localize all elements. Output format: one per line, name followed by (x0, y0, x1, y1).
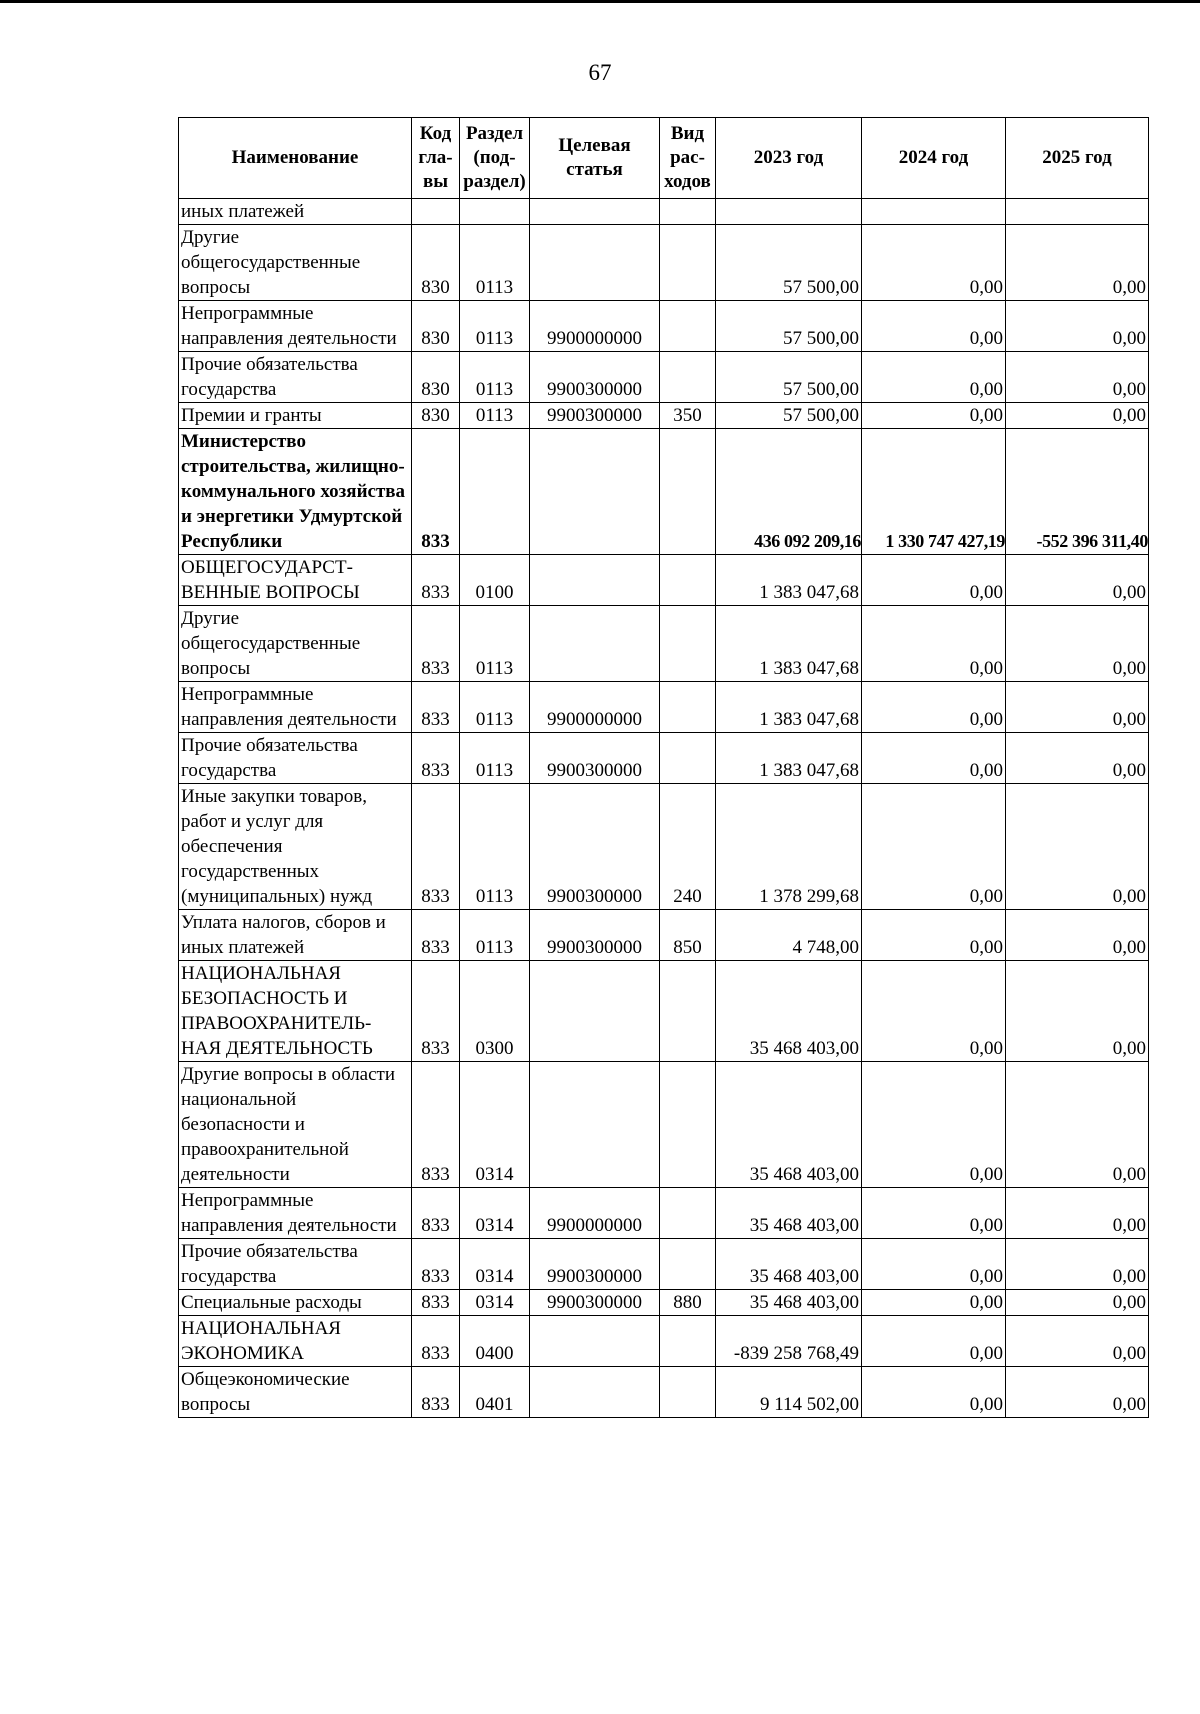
table-row (179, 606, 1149, 682)
table-cell-2023: 1 378 299,68 (716, 784, 862, 910)
table-cell-2024: 0,00 (862, 352, 1006, 403)
table-cell-section: 0113 (460, 225, 530, 301)
table-cell-chapter-code: 830 (412, 352, 460, 403)
table-row (179, 301, 1149, 352)
table-cell-2023: 35 468 403,00 (716, 961, 862, 1062)
table-cell-expense-kind (660, 429, 716, 555)
table-cell-target-article: 9900300000 (530, 1290, 660, 1316)
table-row (179, 961, 1149, 1062)
table-cell-section: 0314 (460, 1062, 530, 1188)
table-cell-expense-kind: 240 (660, 784, 716, 910)
table-cell-2025: 0,00 (1006, 352, 1149, 403)
table-header-row (179, 118, 1149, 199)
table-cell-2023: 9 114 502,00 (716, 1367, 862, 1418)
table-cell-section: 0113 (460, 682, 530, 733)
table-cell-name: Уплата налогов, сборов и иных платежей (179, 910, 412, 961)
table-cell-2024: 0,00 (862, 784, 1006, 910)
table-row (179, 199, 1149, 225)
table-cell-2024: 0,00 (862, 606, 1006, 682)
table-row (179, 1316, 1149, 1367)
table-cell-2024: 0,00 (862, 1239, 1006, 1290)
table-cell-2025: 0,00 (1006, 1290, 1149, 1316)
table-cell-section: 0314 (460, 1290, 530, 1316)
table-cell-2023: 57 500,00 (716, 225, 862, 301)
table-cell-name: Другие общегосударственные вопросы (179, 606, 412, 682)
table-cell-2025: 0,00 (1006, 555, 1149, 606)
table-cell-2023: 1 383 047,68 (716, 555, 862, 606)
table-cell-target-article: 9900000000 (530, 1188, 660, 1239)
table-cell-target-article (530, 606, 660, 682)
table-cell-2023: 1 383 047,68 (716, 733, 862, 784)
table-cell-expense-kind (660, 1316, 716, 1367)
table-cell-2024: 0,00 (862, 403, 1006, 429)
table-cell-2024: 0,00 (862, 682, 1006, 733)
table-cell-name: ОБЩЕГОСУДАРСТ-ВЕННЫЕ ВОПРОСЫ (179, 555, 412, 606)
table-row (179, 403, 1149, 429)
table-cell-chapter-code: 833 (412, 784, 460, 910)
table-row (179, 682, 1149, 733)
table-cell-target-article: 9900000000 (530, 301, 660, 352)
table-cell-expense-kind: 880 (660, 1290, 716, 1316)
table-cell-chapter-code: 833 (412, 910, 460, 961)
table-cell-2024: 0,00 (862, 301, 1006, 352)
table-cell-expense-kind (660, 555, 716, 606)
table-cell-section (460, 199, 530, 225)
table-cell-2024: 0,00 (862, 910, 1006, 961)
table-cell-expense-kind (660, 682, 716, 733)
table-row (179, 910, 1149, 961)
header-2023: 2023 год (716, 118, 862, 199)
table-cell-2025: 0,00 (1006, 1239, 1149, 1290)
table-cell-target-article (530, 1062, 660, 1188)
table-cell-name: Прочие обязательства государства (179, 352, 412, 403)
table-cell-expense-kind (660, 352, 716, 403)
table-cell-chapter-code: 833 (412, 606, 460, 682)
table-cell-2025: 0,00 (1006, 1062, 1149, 1188)
table-cell-target-article (530, 225, 660, 301)
table-cell-section: 0113 (460, 403, 530, 429)
table-row (179, 1062, 1149, 1188)
table-cell-2023: 1 383 047,68 (716, 606, 862, 682)
table-row (179, 352, 1149, 403)
table-cell-2024: 0,00 (862, 1062, 1006, 1188)
table-cell-2024: 0,00 (862, 1188, 1006, 1239)
table-cell-chapter-code: 833 (412, 1367, 460, 1418)
table-cell-2025: 0,00 (1006, 910, 1149, 961)
table-cell-2025: 0,00 (1006, 784, 1149, 910)
table-cell-name: Общеэкономические вопросы (179, 1367, 412, 1418)
table-cell-target-article (530, 1316, 660, 1367)
table-row (179, 555, 1149, 606)
table-cell-2024: 0,00 (862, 225, 1006, 301)
header-expense-kind: Вид рас-ходов (660, 118, 716, 199)
table-cell-target-article (530, 961, 660, 1062)
table-cell-target-article: 9900300000 (530, 733, 660, 784)
table-cell-section: 0113 (460, 784, 530, 910)
table-cell-chapter-code: 833 (412, 1290, 460, 1316)
table-cell-section: 0113 (460, 352, 530, 403)
table-cell-target-article: 9900300000 (530, 910, 660, 961)
table-cell-section (460, 429, 530, 555)
table-cell-name: Иные закупки товаров, работ и услуг для обеспечения государственных (муниципальных) нужд (179, 784, 412, 910)
table-cell-chapter-code: 830 (412, 225, 460, 301)
table-cell-name: Министерство строительства, жилищно-коммунального хозяйства и энергетики Удмуртской Республики (179, 429, 412, 555)
table-cell-section: 0113 (460, 301, 530, 352)
table-cell-chapter-code (412, 199, 460, 225)
table-cell-name: Непрограммные направления деятельности (179, 682, 412, 733)
table-cell-expense-kind (660, 1188, 716, 1239)
table-cell-2025: 0,00 (1006, 733, 1149, 784)
table-cell-chapter-code: 830 (412, 301, 460, 352)
page-top-edge (0, 0, 1200, 3)
table-cell-chapter-code: 833 (412, 682, 460, 733)
table-row (179, 225, 1149, 301)
table-cell-2023 (716, 199, 862, 225)
table-cell-expense-kind (660, 733, 716, 784)
table-cell-2025 (1006, 199, 1149, 225)
table-cell-chapter-code: 830 (412, 403, 460, 429)
table-cell-expense-kind (660, 301, 716, 352)
table-cell-chapter-code: 833 (412, 1316, 460, 1367)
table-cell-2023: 57 500,00 (716, 403, 862, 429)
table-cell-section: 0113 (460, 910, 530, 961)
table-cell-2024: 0,00 (862, 733, 1006, 784)
table-cell-name: иных платежей (179, 199, 412, 225)
table-cell-2024: 1 330 747 427,19 (862, 429, 1006, 555)
table-cell-2023: 35 468 403,00 (716, 1188, 862, 1239)
table-cell-2023: 35 468 403,00 (716, 1062, 862, 1188)
table-cell-target-article: 9900300000 (530, 1239, 660, 1290)
table-cell-2025: 0,00 (1006, 1316, 1149, 1367)
table-cell-chapter-code: 833 (412, 429, 460, 555)
table-cell-section: 0100 (460, 555, 530, 606)
table-cell-chapter-code: 833 (412, 733, 460, 784)
table-cell-chapter-code: 833 (412, 1062, 460, 1188)
table-cell-2024: 0,00 (862, 1290, 1006, 1316)
table-cell-name: Непрограммные направления деятельности (179, 301, 412, 352)
table-cell-section: 0314 (460, 1239, 530, 1290)
table-cell-name: Прочие обязательства государства (179, 1239, 412, 1290)
table-cell-2025: 0,00 (1006, 403, 1149, 429)
header-2025: 2025 год (1006, 118, 1149, 199)
table-cell-2023: 57 500,00 (716, 301, 862, 352)
table-row (179, 1239, 1149, 1290)
table-cell-expense-kind (660, 1239, 716, 1290)
table-cell-2025: 0,00 (1006, 606, 1149, 682)
table-cell-2025: -552 396 311,40 (1006, 429, 1149, 555)
table-cell-target-article (530, 1367, 660, 1418)
table-cell-2024: 0,00 (862, 555, 1006, 606)
table-cell-2025: 0,00 (1006, 225, 1149, 301)
table-cell-expense-kind (660, 606, 716, 682)
table-row (179, 1367, 1149, 1418)
table-row (179, 1188, 1149, 1239)
table-cell-name: Другие общегосударственные вопросы (179, 225, 412, 301)
table-cell-expense-kind (660, 199, 716, 225)
table-cell-name: Прочие обязательства государства (179, 733, 412, 784)
table-cell-name: Премии и гранты (179, 403, 412, 429)
table-row (179, 784, 1149, 910)
header-chapter-code: Код гла-вы (412, 118, 460, 199)
table-cell-target-article: 9900000000 (530, 682, 660, 733)
table-cell-name: НАЦИОНАЛЬНАЯ ЭКОНОМИКА (179, 1316, 412, 1367)
table-cell-2024: 0,00 (862, 1316, 1006, 1367)
header-section: Раздел (под-раздел) (460, 118, 530, 199)
table-cell-2023: 436 092 209,16 (716, 429, 862, 555)
table-cell-section: 0314 (460, 1188, 530, 1239)
table-cell-2023: 57 500,00 (716, 352, 862, 403)
table-cell-2024: 0,00 (862, 961, 1006, 1062)
table-cell-expense-kind (660, 1062, 716, 1188)
table-cell-target-article (530, 199, 660, 225)
table-cell-name: НАЦИОНАЛЬНАЯ БЕЗОПАСНОСТЬ И ПРАВООХРАНИТЕЛЬ-НАЯ ДЕЯТЕЛЬНОСТЬ (179, 961, 412, 1062)
table-cell-section: 0113 (460, 733, 530, 784)
table-cell-target-article: 9900300000 (530, 403, 660, 429)
table-cell-target-article: 9900300000 (530, 784, 660, 910)
table-cell-target-article: 9900300000 (530, 352, 660, 403)
table-cell-2023: 4 748,00 (716, 910, 862, 961)
budget-table (178, 117, 1149, 1418)
table-cell-name: Другие вопросы в области национальной безопасности и правоохранительной деятельности (179, 1062, 412, 1188)
table-cell-name: Специальные расходы (179, 1290, 412, 1316)
header-name: Наименование (179, 118, 412, 199)
table-cell-expense-kind: 350 (660, 403, 716, 429)
table-cell-2023: -839 258 768,49 (716, 1316, 862, 1367)
header-2024: 2024 год (862, 118, 1006, 199)
table-cell-chapter-code: 833 (412, 1239, 460, 1290)
table-cell-2025: 0,00 (1006, 1188, 1149, 1239)
table-cell-chapter-code: 833 (412, 555, 460, 606)
table-cell-section: 0400 (460, 1316, 530, 1367)
table-cell-2024 (862, 199, 1006, 225)
table-row (179, 1290, 1149, 1316)
table-cell-expense-kind (660, 961, 716, 1062)
table-cell-target-article (530, 429, 660, 555)
table-cell-section: 0113 (460, 606, 530, 682)
table-cell-section: 0300 (460, 961, 530, 1062)
table-cell-2023: 1 383 047,68 (716, 682, 862, 733)
table-cell-chapter-code: 833 (412, 1188, 460, 1239)
table-cell-expense-kind: 850 (660, 910, 716, 961)
table-row (179, 429, 1149, 555)
table-cell-2023: 35 468 403,00 (716, 1239, 862, 1290)
table-cell-target-article (530, 555, 660, 606)
header-target-article: Целевая статья (530, 118, 660, 199)
table-row (179, 733, 1149, 784)
table-cell-2025: 0,00 (1006, 682, 1149, 733)
table-cell-2025: 0,00 (1006, 1367, 1149, 1418)
table-cell-2025: 0,00 (1006, 301, 1149, 352)
table-cell-name: Непрограммные направления деятельности (179, 1188, 412, 1239)
table-cell-2024: 0,00 (862, 1367, 1006, 1418)
page-number: 67 (588, 60, 612, 85)
table-cell-chapter-code: 833 (412, 961, 460, 1062)
table-cell-expense-kind (660, 1367, 716, 1418)
table-cell-expense-kind (660, 225, 716, 301)
table-cell-2025: 0,00 (1006, 961, 1149, 1062)
table-cell-2023: 35 468 403,00 (716, 1290, 862, 1316)
table-cell-section: 0401 (460, 1367, 530, 1418)
